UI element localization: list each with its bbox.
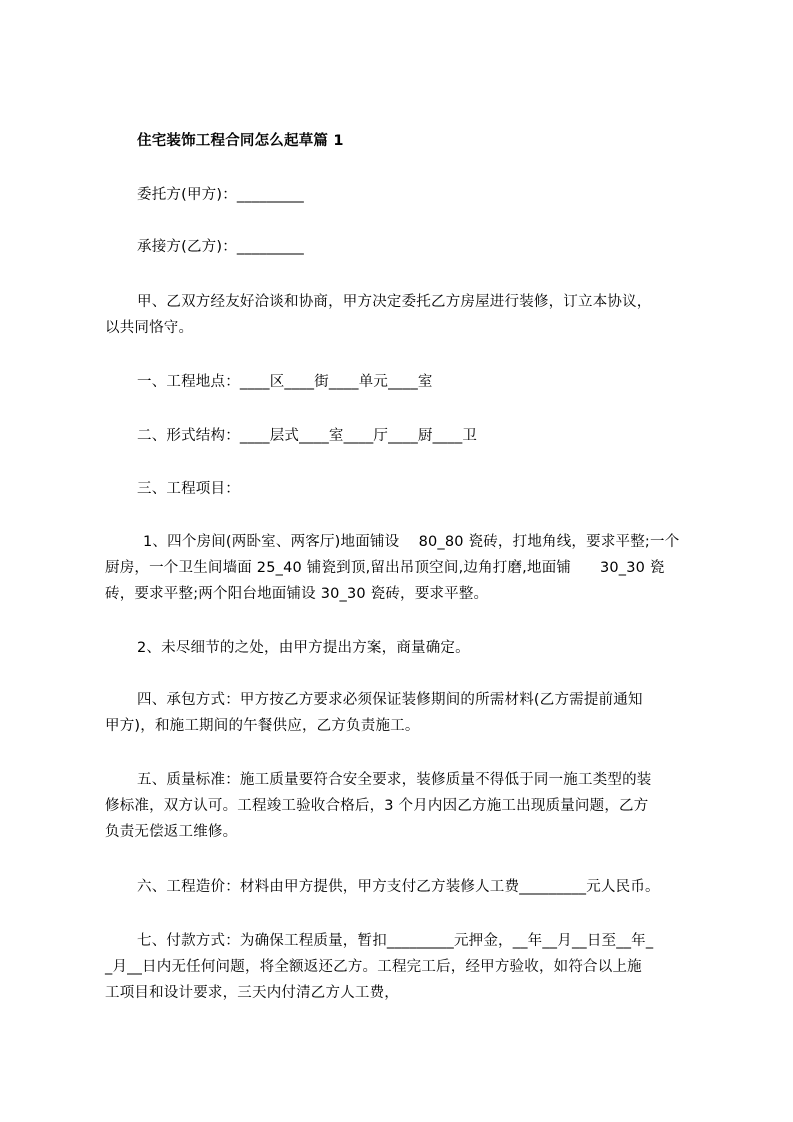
clause-location: 一、工程地点：____区____街____单元____室 [137,374,433,390]
clause-project-item1-line: 厨房，一个卫生间墙面 25_40 铺瓷到顶,留出吊顶空间,边角打磨,地面铺 30_30 瓷 [105,560,665,576]
clause-payment-line: 七、付款方式：为确保工程质量，暂扣_________元押金，__年__月__日至__年_ [137,933,654,949]
clause-project-item1-line: 砖，要求平整;两个阳台地面铺设 30_30 瓷砖，要求平整。 [105,586,489,602]
clause-project-heading: 三、工程项目： [137,481,240,497]
clause-contract-method-line: 四、承包方式：甲方按乙方要求必须保证装修期间的所需材料(乙方需提前通知 [137,692,643,708]
clause-cost: 六、工程造价：材料由甲方提供，甲方支付乙方装修人工费_________元人民币。 [137,879,660,895]
clause-payment-line: 工项目和设计要求，三天内付清乙方人工费， [105,985,399,1001]
clause-payment-line: _月__日内无任何问题，将全额返还乙方。工程完工后，经甲方验收，如符合以上施 [105,959,642,975]
document-title: 住宅装饰工程合同怎么起草篇 1 [137,133,344,149]
intro-paragraph-line: 以共同恪守。 [105,320,194,336]
intro-paragraph-line: 甲、乙双方经友好洽谈和协商，甲方决定委托乙方房屋进行装修，订立本协议， [137,294,652,310]
clause-structure: 二、形式结构：____层式____室____厅____厨____卫 [137,428,478,444]
clause-project-item1-line: 1、四个房间(两卧室、两客厅)地面铺设 80_80 瓷砖，打地角线，要求平整;一个 [143,534,680,550]
contractor-field: 承接方(乙方)：_________ [137,239,304,255]
clause-project-item2: 2、未尽细节的之处，由甲方提出方案，商量确定。 [137,640,470,656]
clause-quality-line: 负责无偿返工维修。 [105,824,238,840]
client-field: 委托方(甲方)：_________ [137,187,304,203]
clause-quality-line: 五、质量标准：施工质量要符合安全要求，装修质量不得低于同一施工类型的装 [137,772,652,788]
clause-contract-method-line: 甲方)，和施工期间的午餐供应，乙方负责施工。 [105,718,420,734]
clause-quality-line: 修标准，双方认可。工程竣工验收合格后，3 个月内因乙方施工出现质量问题，乙方 [105,798,649,814]
